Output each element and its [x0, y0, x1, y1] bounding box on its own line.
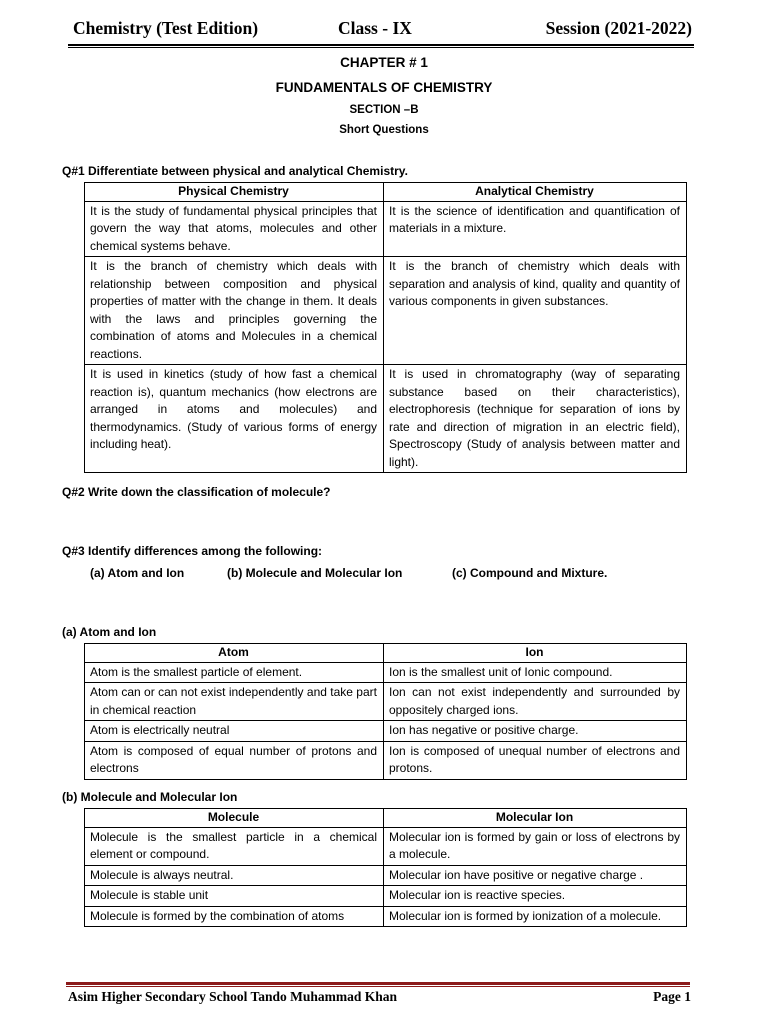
- table-row: [85, 886, 687, 907]
- table-cell: It is the science of identification and quantification of materials in a mixture.: [384, 201, 687, 257]
- table-cell: It is the branch of chemistry which deals with separation and analysis of kind, quality and quantity of various components in given substances.: [384, 257, 687, 365]
- table-cell: Molecular ion have positive or negative charge .: [384, 865, 687, 886]
- table-cell: Molecular ion is formed by gain or loss of electrons by a molecule.: [384, 827, 687, 865]
- table-cell: Ion is the smallest unit of Ionic compound.: [384, 662, 687, 683]
- table-cell: Ion can not exist independently and surrounded by oppositely charged ions.: [384, 683, 687, 721]
- header-rule: [68, 44, 694, 46]
- table-row: [85, 201, 687, 257]
- question-3-part-c: (c) Compound and Mixture.: [452, 566, 608, 580]
- table-cell: It is the study of fundamental physical principles that govern the way that atoms, molecules and other chemical systems behave.: [85, 201, 384, 257]
- table-row: [85, 721, 687, 742]
- table-row: [85, 662, 687, 683]
- table-header: Analytical Chemistry: [384, 183, 687, 202]
- footer-rule: [66, 982, 690, 985]
- table-cell: Atom is the smallest particle of element.: [85, 662, 384, 683]
- table-cell: It is used in chromatography (way of separating substance based on their characteristics), electrophoresis (technique for separation of ions by rate and direction of migration in an electric field), Spectroscopy (Study of analysis between matter and light).: [384, 365, 687, 473]
- page-header: [70, 16, 692, 46]
- footer-page-number: Page 1: [653, 989, 691, 1004]
- table-cell: Atom can or can not exist independently and take part in chemical reaction: [85, 683, 384, 721]
- question-3-part-b: (b) Molecule and Molecular Ion: [227, 566, 403, 580]
- table-row: [85, 683, 687, 721]
- table-cell: It is the branch of chemistry which deals with relationship between composition and physical properties of matter with the change in them. It deals with the laws and principles governing the combination of atoms and Molecules in a chemical reactions.: [85, 257, 384, 365]
- table-header: Molecule: [85, 809, 384, 828]
- table-molecule-vs-molecular-ion: [84, 808, 687, 927]
- chapter-number: CHAPTER # 1: [340, 55, 428, 70]
- table-cell: Molecule is the smallest particle in a chemical element or compound.: [85, 827, 384, 865]
- table-row: [85, 827, 687, 865]
- header-session: Session (2021-2022): [545, 18, 692, 38]
- table-cell: Molecular ion is reactive species.: [384, 886, 687, 907]
- part-b-title: (b) Molecule and Molecular Ion: [62, 790, 238, 804]
- table-header: Physical Chemistry: [85, 183, 384, 202]
- chapter-title: FUNDAMENTALS OF CHEMISTRY: [275, 80, 493, 95]
- question-1: Q#1 Differentiate between physical and analytical Chemistry.: [62, 164, 408, 178]
- table-row: [85, 906, 687, 927]
- section-title: SECTION –B: [349, 104, 419, 116]
- table-cell: Molecule is stable unit: [85, 886, 384, 907]
- table-cell: Molecular ion is formed by ionization of a molecule.: [384, 906, 687, 927]
- table-row: [85, 365, 687, 473]
- question-3: Q#3 Identify differences among the following:: [62, 544, 323, 558]
- footer-rule-thin: [66, 986, 690, 987]
- table-row: [85, 257, 687, 365]
- table-cell: Ion is composed of unequal number of electrons and protons.: [384, 741, 687, 779]
- table-row: [85, 741, 687, 779]
- table-cell: Atom is composed of equal number of protons and electrons: [85, 741, 384, 779]
- table-cell: Atom is electrically neutral: [85, 721, 384, 742]
- table-cell: Ion has negative or positive charge.: [384, 721, 687, 742]
- table-physical-vs-analytical: [84, 182, 687, 473]
- section-subtitle: Short Questions: [339, 124, 429, 136]
- question-3-part-a: (a) Atom and Ion: [90, 566, 185, 580]
- header-class: Class - IX: [338, 18, 412, 38]
- table-header: Ion: [384, 644, 687, 663]
- part-a-title: (a) Atom and Ion: [62, 625, 157, 639]
- table-header: Molecular Ion: [384, 809, 687, 828]
- table-row: [85, 865, 687, 886]
- table-atom-vs-ion: [84, 643, 687, 780]
- table-cell: Molecule is formed by the combination of atoms: [85, 906, 384, 927]
- table-cell: Molecule is always neutral.: [85, 865, 384, 886]
- header-subject: Chemistry (Test Edition): [73, 18, 259, 38]
- table-header: Atom: [85, 644, 384, 663]
- table-cell: It is used in kinetics (study of how fast a chemical reaction is), quantum mechanics (how electrons are arranged in atoms and molecules) and thermodynamics. (Study of various forms of energy including heat).: [85, 365, 384, 473]
- header-rule-thin: [68, 47, 694, 48]
- question-2: Q#2 Write down the classification of molecule?: [62, 485, 331, 499]
- footer-school: Asim Higher Secondary School Tando Muhammad Khan: [68, 989, 398, 1004]
